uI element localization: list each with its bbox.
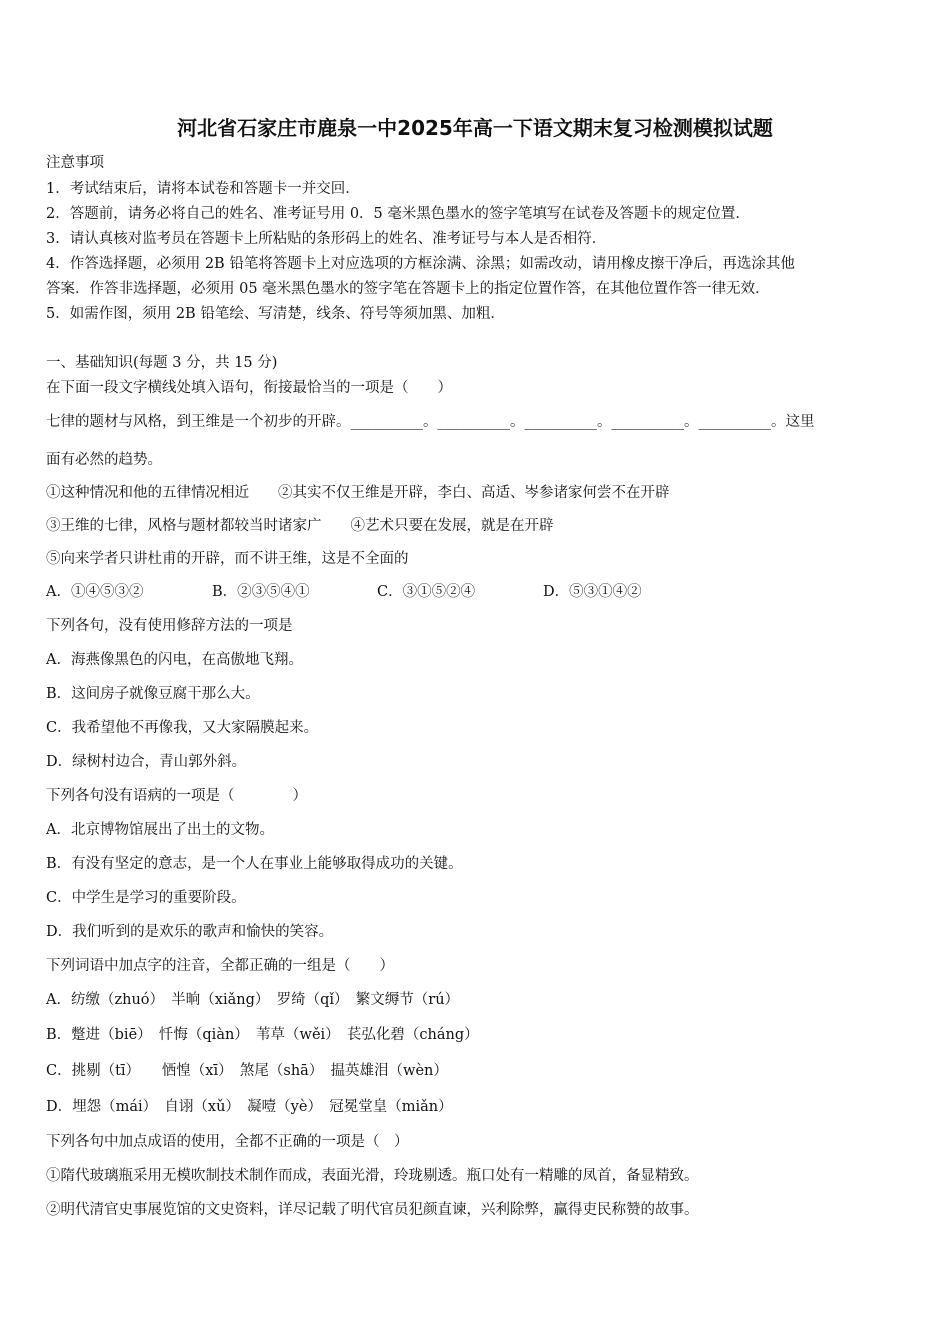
notice-item: 5．如需作图，须用 2B 铅笔绘、写清楚，线条、符号等须加黑、加粗． bbox=[46, 306, 505, 322]
q3-option-c[interactable]: C．中学生是学习的重要阶段。 bbox=[46, 890, 246, 906]
page-title: 河北省石家庄市鹿泉一中2025年高一下语文期末复习检测模拟试题 bbox=[177, 116, 773, 140]
q1-stem: 在下面一段文字横线处填入语句，衔接最恰当的一项是（ ） bbox=[46, 380, 452, 396]
q3-option-d[interactable]: D．我们听到的是欢乐的歌声和愉快的笑容。 bbox=[46, 924, 334, 940]
q1-sentences: ③王维的七律，风格与题材都较当时诸家广 ④艺术只要在发展，就是在开辟 bbox=[46, 518, 554, 534]
q3-option-a[interactable]: A．北京博物馆展出了出土的文物。 bbox=[46, 822, 274, 838]
notice-item: 2．答题前，请务必将自己的姓名、准考证号用 0．5 毫米黑色墨水的签字笔填写在试卷及答题卡的规定位置． bbox=[46, 206, 750, 222]
q1-option-a[interactable]: A．①④⑤③② bbox=[46, 584, 144, 600]
q1-passage-cont: 面有必然的趋势。 bbox=[46, 452, 162, 468]
q4-option-a[interactable]: A．纺缴（zhuó） 半晌（xiǎng） 罗绮（qǐ） 繁文缛节（rú） bbox=[46, 992, 460, 1008]
notice-item: 3．请认真核对监考员在答题卡上所粘贴的条形码上的姓名、准考证号与本人是否相符． bbox=[46, 231, 607, 247]
q5-sentence: ②明代清官史事展览馆的文史资料，详尽记载了明代官员犯颜直谏，兴利除弊，赢得吏民称赞的故事。 bbox=[46, 1202, 699, 1218]
q4-option-c[interactable]: C．挑剔（tī） 恓惶（xī） 煞尾（shā） 揾英雄泪（wèn） bbox=[46, 1063, 448, 1079]
section-heading: 一、基础知识(每题 3 分，共 15 分) bbox=[46, 355, 278, 371]
q1-option-b[interactable]: B．②③⑤④① bbox=[212, 584, 310, 600]
q2-option-c[interactable]: C．我希望他不再像我，又大家隔膜起来。 bbox=[46, 720, 319, 736]
notice-item: 4．作答选择题，必须用 2B 铅笔将答题卡上对应选项的方框涂满、涂黑；如需改动，请用橡皮擦干净后，再选涂其他 bbox=[46, 256, 795, 272]
q1-sentences: ⑤向来学者只讲杜甫的开辟，而不讲王维，这是不全面的 bbox=[46, 551, 409, 567]
q2-option-b[interactable]: B．这间房子就像豆腐干那么大。 bbox=[46, 686, 260, 702]
q4-option-b[interactable]: B．蹩进（biē） 忏悔（qiàn） 苇草（wěi） 苌弘化碧（cháng） bbox=[46, 1027, 479, 1043]
notice-heading: 注意事项 bbox=[46, 155, 104, 171]
q2-option-d[interactable]: D．绿树村边合，青山郭外斜。 bbox=[46, 754, 247, 770]
q1-passage: 七律的题材与风格，到王维是一个初步的开辟。__________。__________。__________。__________。__________。这里 bbox=[46, 414, 815, 430]
notice-item: 1．考试结束后，请将本试卷和答题卡一并交回． bbox=[46, 181, 360, 197]
q4-option-d[interactable]: D．埋怨（mái） 自诩（xǔ） 凝噎（yè） 冠冕堂皇（miǎn） bbox=[46, 1099, 453, 1115]
q2-stem: 下列各句，没有使用修辞方法的一项是 bbox=[46, 618, 293, 634]
q1-sentences: ①这种情况和他的五律情况相近 ②其实不仅王维是开辟，李白、高适、岑参诸家何尝不在开辟 bbox=[46, 485, 670, 501]
q3-stem: 下列各句没有语病的一项是（ ） bbox=[46, 788, 307, 804]
q5-stem: 下列各句中加点成语的使用，全都不正确的一项是（ ） bbox=[46, 1134, 409, 1150]
q1-option-d[interactable]: D．⑤③①④② bbox=[543, 584, 642, 600]
q1-option-c[interactable]: C．③①⑤②④ bbox=[377, 584, 476, 600]
q3-option-b[interactable]: B．有没有坚定的意志，是一个人在事业上能够取得成功的关键。 bbox=[46, 856, 463, 872]
q4-stem: 下列词语中加点字的注音，全都正确的一组是（ ） bbox=[46, 958, 394, 974]
q2-option-a[interactable]: A．海燕像黑色的闪电，在高傲地飞翔。 bbox=[46, 652, 303, 668]
q5-sentence: ①隋代玻璃瓶采用无模吹制技术制作而成，表面光滑，玲珑剔透。瓶口处有一精雕的凤首，备显精致。 bbox=[46, 1168, 699, 1184]
notice-item: 答案．作答非选择题，必须用 05 毫米黑色墨水的签字笔在答题卡上的指定位置作答，在其他位置作答一律无效． bbox=[46, 281, 770, 297]
